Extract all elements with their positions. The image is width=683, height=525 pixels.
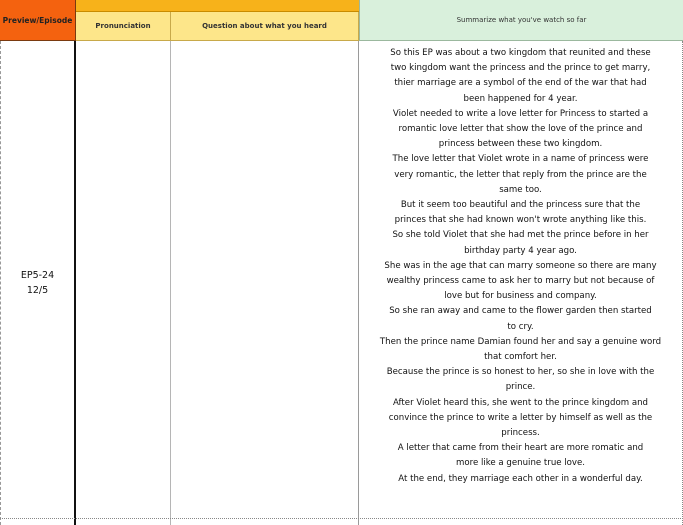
summary-line: princes that she had known won't wrote anything like this. [394,215,647,226]
summary-line: very romantic, the letter that reply from the prince are the [394,169,647,180]
summary-line: But it seem too beautiful and the princess sure that the [400,200,641,211]
summary-line: The love letter that Violet wrote in a name of princess were [392,154,649,165]
summary-line: romantic love letter that show the love of the prince and [398,124,643,135]
summary-line: wealthy princess came to ask her to marry but not because of [386,276,655,287]
episode-cell[interactable] [0,41,76,525]
summary-line: convince the prince to write a letter by himself as well as the [388,412,653,423]
header-preview-episode[interactable]: Preview/Episode [0,0,76,41]
summary-line: Violet needed to write a love letter for Princess to started a [392,108,649,119]
header-question[interactable]: Question about what you heard [171,12,359,41]
summary-line: So she ran away and came to the flower garden then started [389,306,652,317]
summary-line: Then the prince name Damian found her and say a genuine word [379,336,662,347]
summary-line: A letter that came from their heart are more romatic and [397,443,644,454]
row-divider [0,518,683,519]
question-cell[interactable] [171,41,359,525]
header-top-strip[interactable] [76,0,359,12]
summary-line: birthday party 4 year ago. [464,245,577,256]
summary-line: So she told Violet that she had met the prince before in her [392,230,649,241]
summary-line: that comfort her. [484,352,557,363]
summary-line: At the end, they marriage each other in a wonderful day. [398,473,643,484]
pronunciation-cell[interactable] [76,41,171,525]
header-pronunciation[interactable]: Pronunciation [76,12,171,41]
episode-date: 12/5 [26,285,49,296]
summary-line: She was in the age that can marry someone so there are many [384,260,657,271]
summary-line: to cry. [507,321,534,332]
summary-line: After Violet heard this, she went to the prince kingdom and [392,397,648,408]
summary-line: love but for business and company. [444,291,597,302]
summary-line: princess. [501,428,540,439]
summary-line: more like a genuine true love. [455,458,586,469]
summary-line: thier marriage are a symbol of the end of the war that had [394,78,647,89]
summary-line: prince. [505,382,536,393]
header-summary[interactable]: Summarize what you've watch so far [359,0,683,41]
summary-line: So this EP was about a two kingdom that reunited and these [390,48,651,58]
summary-line: princess between these two kingdom. [438,139,603,150]
episode-label: EP5-24 [20,270,55,281]
summary-line: Because the prince is so honest to her, so she in love with the [386,367,655,378]
summary-line: been happened for 4 year. [463,93,578,104]
summary-line: two kingdom want the princess and the prince to get marry, [390,63,651,74]
summary-line: same too. [499,184,542,195]
summary-cell[interactable] [359,41,683,525]
